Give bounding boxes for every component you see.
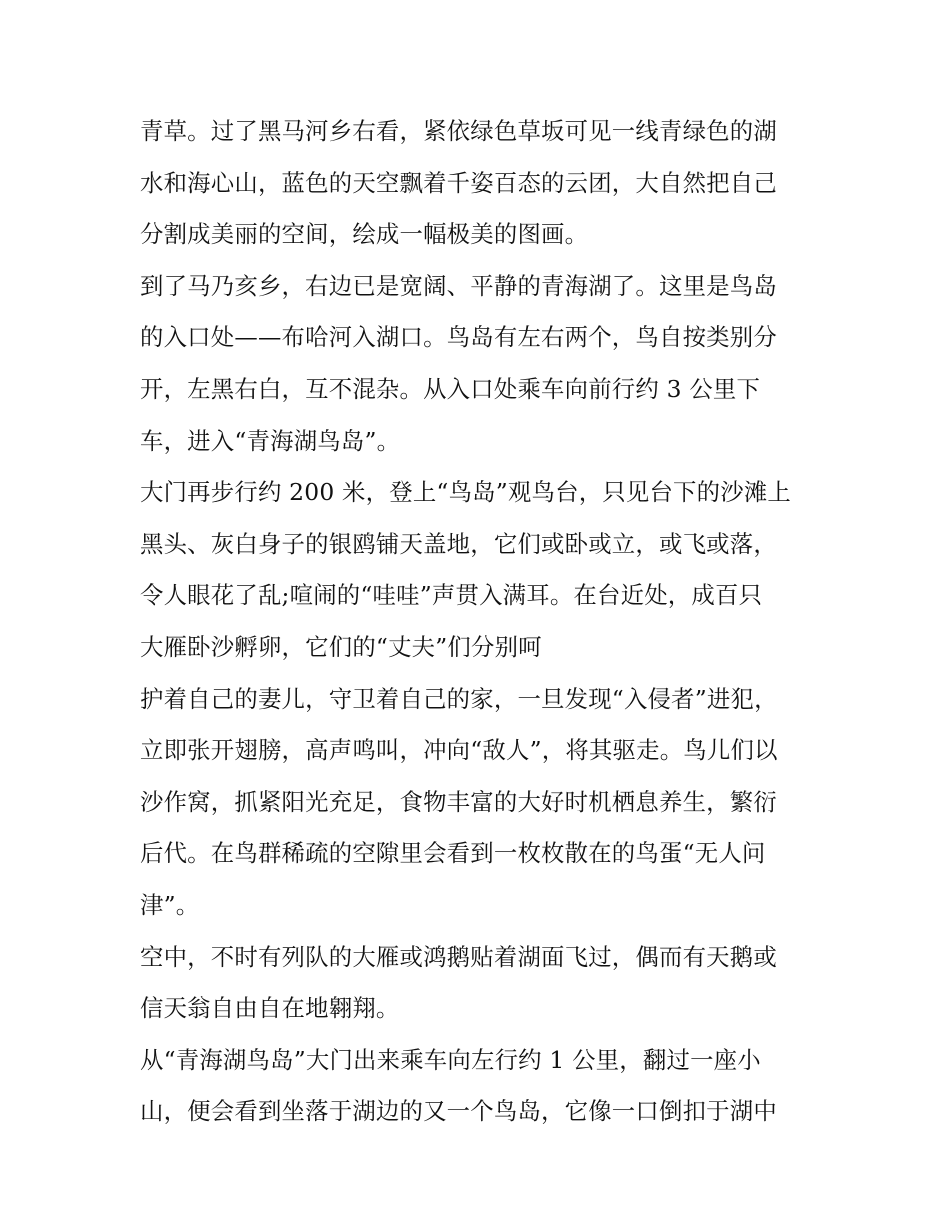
text-line: 护着自己的妻儿，守卫着自己的家，一旦发现“入侵者”进犯，	[140, 684, 778, 713]
text-line: 后代。在鸟群稀疏的空隙里会看到一枚枚散在的鸟蛋“无人问	[140, 839, 766, 868]
text-line: 信天翁自由自在地翱翔。	[140, 994, 400, 1023]
text-line: 津”。	[140, 890, 200, 919]
text-line: 的入口处——布哈河入湖口。鸟岛有左右两个，鸟自按类别分	[140, 323, 777, 352]
text-line: 大雁卧沙孵卵，它们的“丈夫”们分别呵	[140, 632, 542, 661]
text-line: 分割成美丽的空间，绘成一幅极美的图画。	[140, 220, 589, 249]
text-line: 到了马乃亥乡，右边已是宽阔、平静的青海湖了。这里是鸟岛	[140, 271, 777, 300]
text-line: 从“青海湖鸟岛”大门出来乘车向左行约 1 公里，翻过一座小	[140, 1045, 761, 1074]
text-line: 大门再步行约 200 米，登上“鸟岛”观鸟台，只见台下的沙滩上	[140, 478, 792, 507]
text-line: 山，便会看到坐落于湖边的又一个鸟岛，它像一口倒扣于湖中	[140, 1097, 777, 1126]
text-line: 沙作窝，抓紧阳光充足，食物丰富的大好时机栖息养生，繁衍	[140, 787, 777, 816]
text-line: 开，左黑右白，互不混杂。从入口处乘车向前行约 3 公里下	[140, 374, 761, 403]
text-line: 水和海心山，蓝色的天空飘着千姿百态的云团，大自然把自己	[140, 168, 777, 197]
text-line: 令人眼花了乱;喧闹的“哇哇”声贯入满耳。在台近处，成百只	[140, 581, 763, 610]
text-line: 立即张开翅膀，高声鸣叫，冲向“敌人”，将其驱走。鸟儿们以	[140, 736, 778, 765]
text-line: 黑头、灰白身子的银鸥铺天盖地，它们或卧或立，或飞或落，	[140, 529, 777, 558]
text-line: 青草。过了黑马河乡右看，紧依绿色草坂可见一线青绿色的湖	[140, 117, 777, 145]
document-body	[140, 106, 820, 1138]
text-line: 车，进入“青海湖鸟岛”。	[140, 426, 401, 455]
text-line: 空中，不时有列队的大雁或鸿鹅贴着湖面飞过，偶而有天鹅或	[140, 942, 777, 971]
